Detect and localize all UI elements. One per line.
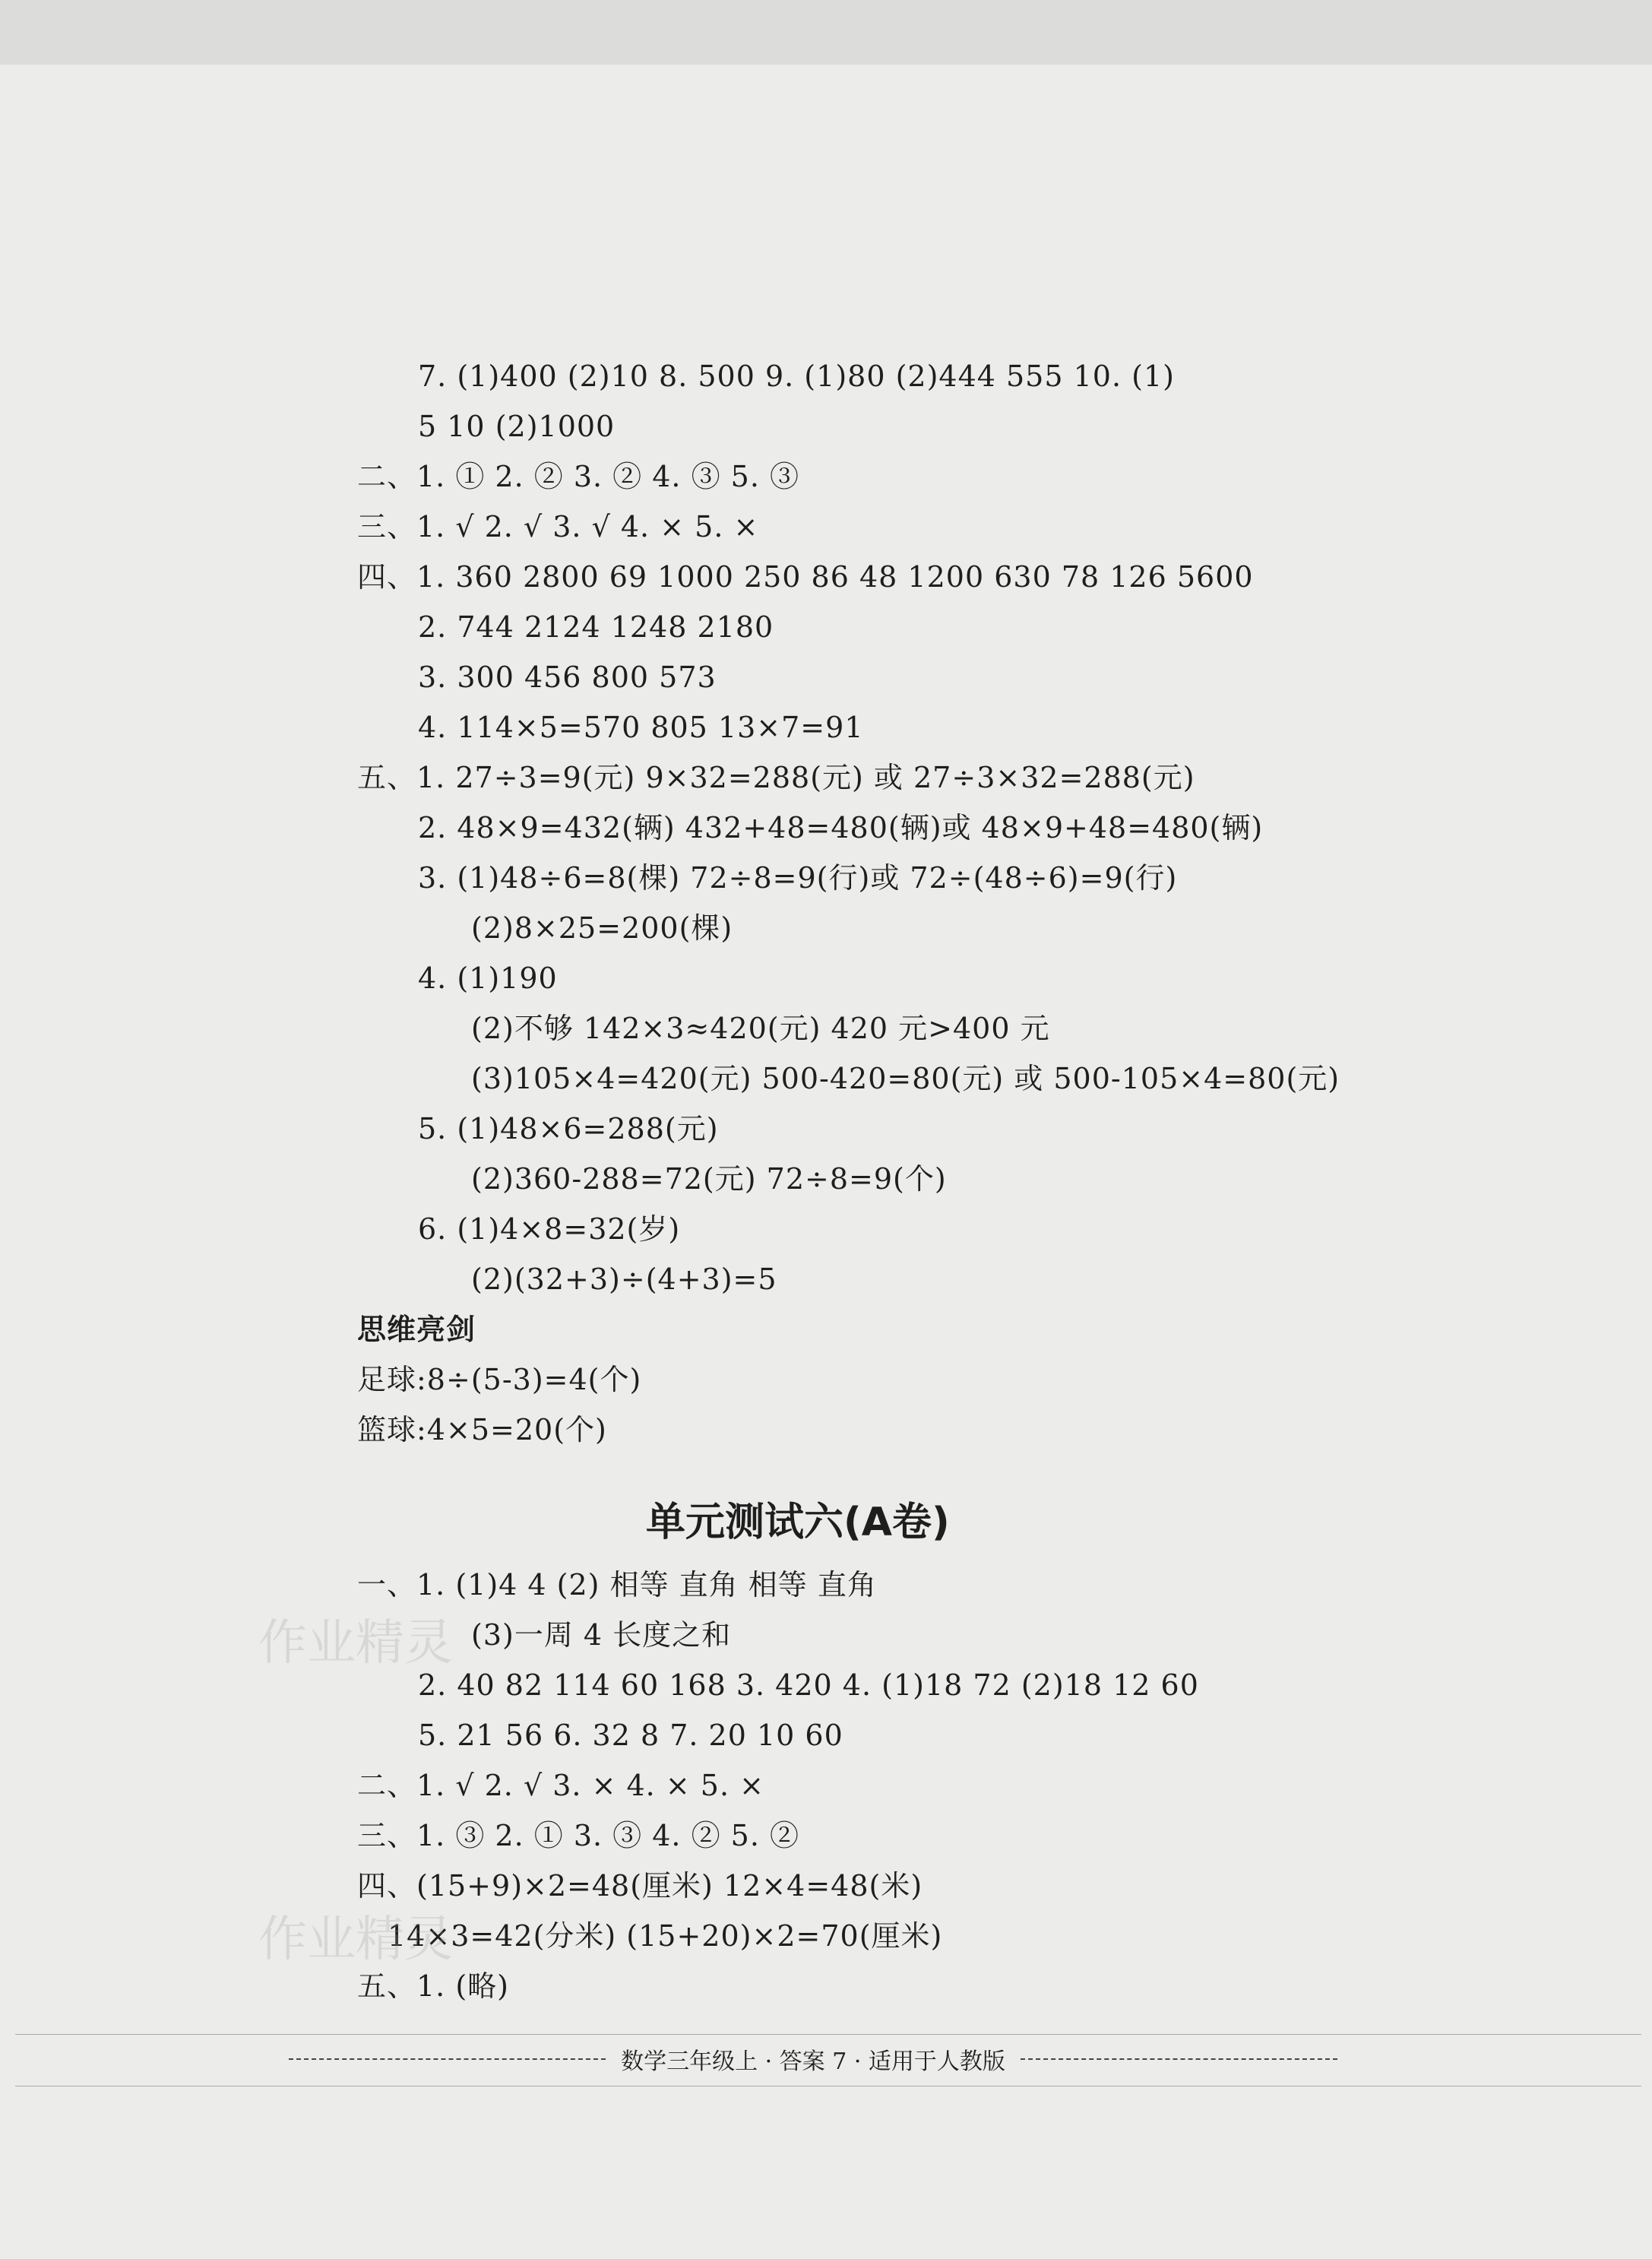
answer-line-9: 2. 48×9=432(辆) 432+48=480(辆)或 48×9+48=480(辆) <box>418 811 1264 844</box>
scan-top-band <box>0 0 1652 65</box>
answer-line-8: 五、1. 27÷3=9(元) 9×32=288(元) 或 27÷3×32=288(元) <box>357 761 1195 794</box>
answer-line-5: 2. 744 2124 1248 2180 <box>418 610 774 644</box>
watermark: 作业精灵 <box>258 1615 453 1671</box>
answer-line-2: 二、1. ① 2. ② 3. ② 4. ③ 5. ③ <box>357 460 799 493</box>
answer-line-4: 四、1. 360 2800 69 1000 250 86 48 1200 630 78 126 5600 <box>357 560 1254 594</box>
test-line-5: 三、1. ③ 2. ① 3. ③ 4. ② 5. ② <box>357 1819 799 1852</box>
test-line-3: 5. 21 56 6. 32 8 7. 20 10 60 <box>418 1719 843 1752</box>
test-line-0: 一、1. (1)4 4 (2) 相等 直角 相等 直角 <box>357 1568 877 1602</box>
answer-line-11: (2)8×25=200(棵) <box>471 911 733 945</box>
answer-line-21: 篮球:4×5=20(个) <box>357 1413 607 1446</box>
test-line-6: 四、(15+9)×2=48(厘米) 12×4=48(米) <box>357 1869 923 1903</box>
test-line-2: 2. 40 82 114 60 168 3. 420 4. (1)18 72 (2)18 12 60 <box>418 1668 1199 1702</box>
test-line-1: (3)一周 4 长度之和 <box>471 1618 732 1652</box>
test-line-4: 二、1. √ 2. √ 3. × 4. × 5. × <box>357 1769 764 1802</box>
answer-line-12: 4. (1)190 <box>418 962 558 995</box>
answer-line-14: (3)105×4=420(元) 500-420=80(元) 或 500-105×4=80(元) <box>471 1062 1340 1095</box>
answer-line-18: (2)(32+3)÷(4+3)=5 <box>471 1263 777 1296</box>
answer-line-6: 3. 300 456 800 573 <box>418 661 717 694</box>
answer-line-1: 5 10 (2)1000 <box>418 410 616 443</box>
section-title: 单元测试六(A卷) <box>646 1500 950 1545</box>
footer-rule <box>15 2034 1641 2035</box>
footer-text: 数学三年级上 · 答案 7 · 适用于人教版 <box>621 2048 1005 2075</box>
answer-line-0: 7. (1)400 (2)10 8. 500 9. (1)80 (2)444 555 10. (1) <box>418 360 1175 393</box>
answer-line-10: 3. (1)48÷6=8(棵) 72÷8=9(行)或 72÷(48÷6)=9(行) <box>418 861 1178 895</box>
page-footer <box>289 2040 1337 2078</box>
answer-line-3: 三、1. √ 2. √ 3. √ 4. × 5. × <box>357 510 759 543</box>
test-line-7: 14×3=42(分米) (15+20)×2=70(厘米) <box>388 1919 943 1953</box>
answer-line-19: 思维亮剑 <box>357 1313 476 1346</box>
watermark-2: 作业精灵 <box>258 1912 453 1968</box>
answer-line-16: (2)360-288=72(元) 72÷8=9(个) <box>471 1162 947 1196</box>
footer-dash-left <box>289 2058 606 2060</box>
answer-line-15: 5. (1)48×6=288(元) <box>418 1112 719 1145</box>
answer-line-7: 4. 114×5=570 805 13×7=91 <box>418 711 864 744</box>
answer-line-13: (2)不够 142×3≈420(元) 420 元>400 元 <box>471 1012 1050 1045</box>
test-line-8: 五、1. (略) <box>357 1969 509 2003</box>
answer-line-17: 6. (1)4×8=32(岁) <box>418 1212 681 1246</box>
footer-dash-right <box>1021 2058 1337 2060</box>
answer-line-20: 足球:8÷(5-3)=4(个) <box>357 1363 642 1396</box>
